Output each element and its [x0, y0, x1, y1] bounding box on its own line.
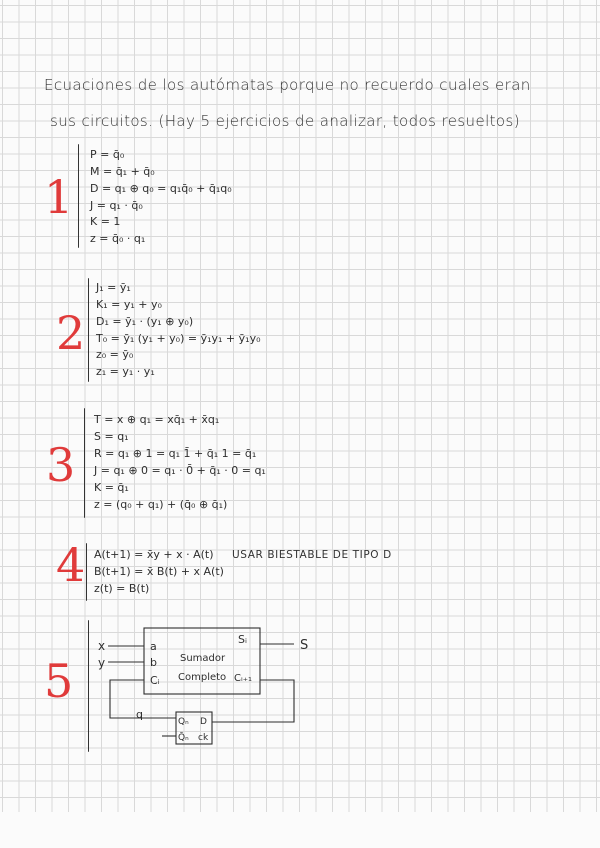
equation: A(t+1) = x̄y + x · A(t): [94, 548, 214, 561]
equation: z = (q₀ + q₁) + (q̄₀ ⊕ q̄₁): [94, 498, 228, 511]
equation: z₀ = ȳ₀: [96, 348, 134, 361]
exercise-number-1: 1: [44, 170, 74, 224]
equation: D₁ = ȳ₁ · (y₁ ⊕ y₀): [96, 315, 194, 328]
equation: J = q₁ ⊕ 0 = q₁ · 0̄ + q̄₁ · 0 = q₁: [94, 464, 266, 477]
flipflop-note: USAR BIESTABLE DE TIPO D: [232, 549, 392, 561]
adder-title-2: Completo: [178, 672, 227, 683]
flipflop-clk: ck: [198, 733, 209, 743]
adder-out-c: Cᵢ₊₁: [234, 673, 253, 684]
equation: z₁ = y₁ · y₁: [96, 365, 155, 378]
wire-cout-loop: [212, 680, 294, 722]
equation: D = q₁ ⊕ q₀ = q₁q̄₀ + q̄₁q₀: [90, 182, 232, 195]
exercise-number-4: 4: [56, 538, 86, 592]
equation: z = q̄₀ · q₁: [90, 232, 146, 245]
flipflop-qbar: Q̄ₙ: [178, 733, 189, 743]
equation: K₁ = y₁ + y₀: [96, 298, 162, 311]
equation: J = q₁ · q̄₀: [90, 199, 143, 212]
wire-ci-feedback: [110, 680, 176, 718]
equation: P = q̄₀: [90, 148, 125, 161]
equation: T₀ = ȳ₁ (y₁ + y₀) = ȳ₁y₁ + ȳ₁y₀: [96, 332, 261, 345]
adder-title-1: Sumador: [180, 653, 226, 664]
equation: K = 1: [90, 215, 121, 228]
input-x-label: x: [98, 639, 106, 653]
equation: M = q̄₁ + q̄₀: [90, 165, 155, 178]
equation: B(t+1) = x̄ B(t) + x A(t): [94, 565, 224, 578]
wire-q-label: q: [136, 708, 143, 721]
header-line-2: sus circuitos. (Hay 5 ejercicios de analizar, todos resueltos): [50, 112, 520, 130]
adder-in-b: b: [150, 656, 157, 669]
equation: J₁ = ȳ₁: [96, 281, 131, 294]
equation: K = q̄₁: [94, 481, 129, 494]
header-line-1: Ecuaciones de los autómatas porque no recuerdo cuales eran: [44, 76, 531, 94]
adder-out-s: Sᵢ: [238, 633, 247, 646]
flipflop-q: Qₙ: [178, 717, 189, 727]
equation: R = q₁ ⊕ 1 = q₁ 1̄ + q̄₁ 1 = q̄₁: [94, 447, 257, 460]
exercise-number-3: 3: [46, 438, 76, 492]
flipflop-d: D: [200, 717, 207, 727]
adder-in-a: a: [150, 640, 157, 653]
output-s-label: S: [300, 638, 309, 653]
input-y-label: y: [98, 656, 106, 670]
equation: S = q₁: [94, 430, 129, 443]
exercise-number-5: 5: [44, 654, 74, 708]
exercise-number-2: 2: [56, 306, 86, 360]
equation: T = x ⊕ q₁ = xq̄₁ + x̄q₁: [94, 413, 220, 426]
equation: z(t) = B(t): [94, 582, 150, 595]
page-bottom-margin: [0, 812, 600, 848]
adder-in-c: Cᵢ: [150, 674, 160, 687]
